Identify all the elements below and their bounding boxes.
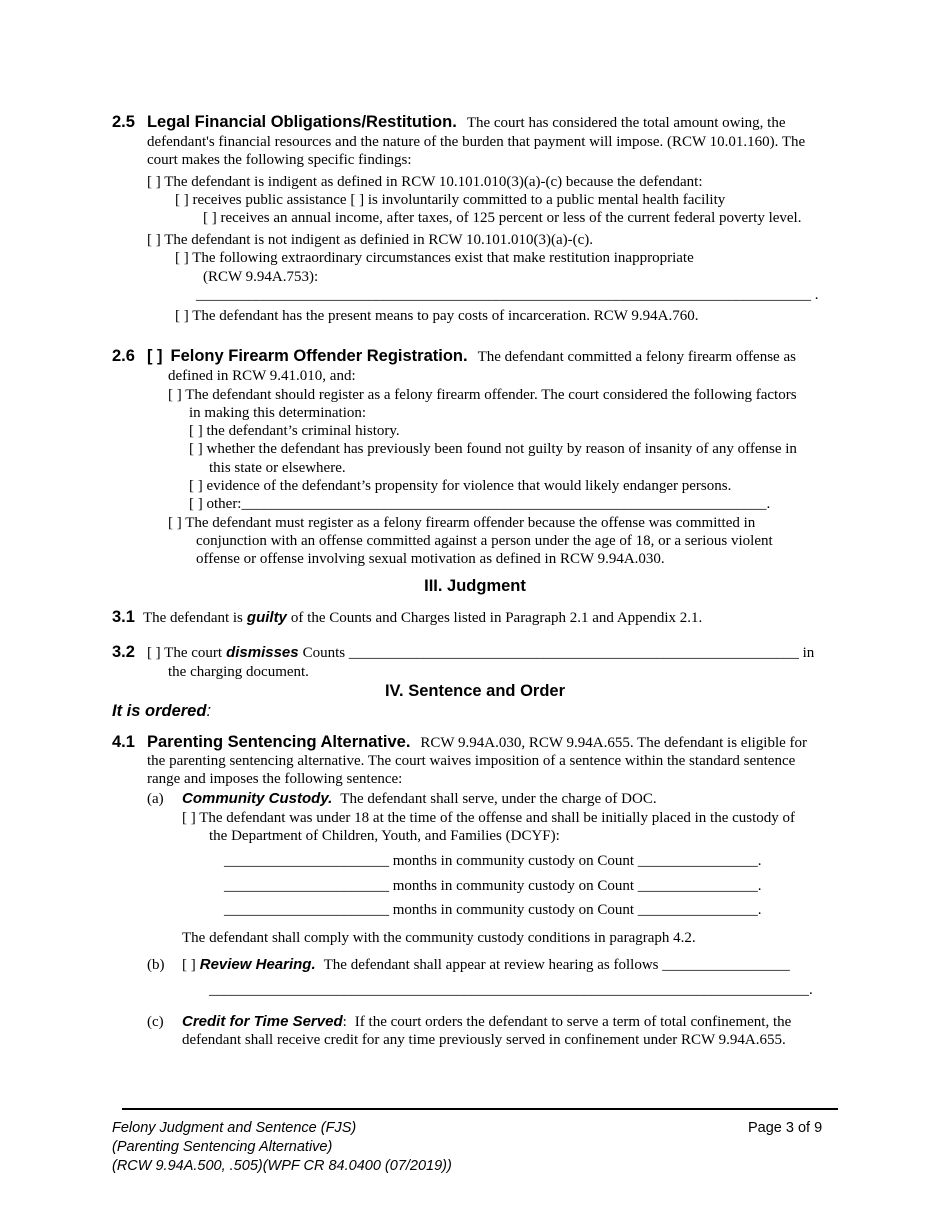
section-text: The court has considered the total amount owing, the — [466, 115, 786, 131]
custody-blank-line[interactable]: ______________________ months in community custody on Count ________________. — [224, 853, 762, 869]
section-title: Parenting Sentencing Alternative — [146, 733, 406, 751]
section-text: the Department of Children, Youth, and Families (DCYF): — [209, 828, 560, 844]
page-number: Page 3 of 9 — [748, 1120, 823, 1136]
section-title: Felony Firearm Offender Registration — [170, 347, 463, 365]
section-text: (RCW 9.94A.753): — [203, 269, 319, 285]
community-custody-line: Community Custody. The defendant shall serve, under the charge of DOC. — [182, 790, 657, 807]
item-title: Review Hearing — [199, 956, 312, 973]
checkbox-item[interactable]: [ ] evidence of the defendant’s propensity for violence that would likely endanger persons. — [189, 478, 732, 494]
checkbox-item[interactable]: [ ] The defendant is indigent as defined in RCW 10.101.010(3)(a)-(c) because the defendant: — [147, 174, 703, 190]
section-text: the charging document. — [168, 664, 309, 680]
checkbox-item[interactable]: [ ] receives an annual income, after taxes, of 125 percent or less of the current federal poverty level. — [203, 210, 802, 226]
checkbox-item[interactable]: [ ] The defendant must register as a felony firearm offender because the offense was committed in — [168, 515, 756, 531]
footer-form-number: (RCW 9.94A.500, .505)(WPF CR 84.0400 (07/2019)) — [112, 1158, 452, 1174]
blank-line[interactable]: __________________________________________________________________________________ . — [196, 287, 819, 303]
review-hearing-line: [ ] Review Hearing. The defendant shall appear at review hearing as follows _________________ — [182, 956, 790, 973]
checkbox[interactable]: [ ] — [146, 347, 163, 365]
section-text: conjunction with an offense committed against a person under the age of 18, or a serious violent — [196, 533, 773, 549]
section-text: range and imposes the following sentence: — [147, 771, 403, 787]
item-label: (a) — [147, 791, 164, 807]
item-label: (c) — [147, 1014, 164, 1030]
section-text: defined in RCW 9.41.010, and: — [168, 368, 356, 384]
section-number: 3.1 — [112, 608, 135, 626]
paragraph-3-2 — [112, 643, 814, 662]
section-text: offense or offense involving sexual motivation as defined in RCW 9.94A.030. — [196, 551, 665, 567]
section-number: 3.2 — [112, 643, 135, 661]
checkbox-item[interactable]: [ ] other:______________________________________________________________________. — [189, 496, 771, 512]
paragraph-3-1: 3.1 The defendant is guilty of the Counts and Charges listed in Paragraph 2.1 and Appendix 2.1. — [112, 608, 703, 626]
checkbox-item[interactable]: [ ] The court — [146, 645, 223, 661]
section-2-6-heading: 2.6 [ ] Felony Firearm Offender Registration. The defendant committed a felony firearm offense as — [112, 347, 796, 365]
custody-blank-line[interactable]: ______________________ months in community custody on Count ________________. — [224, 878, 762, 894]
section-2-5-heading: 2.5 Legal Financial Obligations/Restitution. The court has considered the total amount owing, the — [112, 113, 786, 131]
checkbox-item[interactable]: [ ] the defendant’s criminal history. — [189, 423, 400, 439]
section-text: court makes the following specific findings: — [147, 152, 412, 168]
sentence-heading: IV. Sentence and Order — [384, 682, 566, 700]
checkbox-item[interactable]: [ ] The defendant is not indigent as definied in RCW 10.101.010(3)(a)-(c). — [147, 232, 593, 248]
dismisses-emphasis: dismisses — [226, 644, 299, 661]
section-title: Legal Financial Obligations/Restitution — [146, 113, 453, 131]
section-text: defendant shall receive credit for any time previously served in confinement under RCW 9.94A.655. — [182, 1032, 786, 1048]
section-4-1-heading: 4.1 Parenting Sentencing Alternative. RCW 9.94A.030, RCW 9.94A.655. The defendant is eligible for — [112, 733, 808, 751]
section-number: 2.6 — [112, 347, 135, 365]
guilty-emphasis: guilty — [246, 609, 287, 626]
section-text: this state or elsewhere. — [209, 460, 346, 476]
checkbox-item[interactable]: [ ] The defendant was under 18 at the time of the offense and shall be initially placed in the custody of — [182, 810, 796, 826]
blank-line[interactable]: ________________________________________________________________________________. — [209, 982, 813, 998]
item-title: Community Custody — [182, 790, 329, 807]
checkbox[interactable]: [ ] — [182, 957, 196, 973]
it-is-ordered: It is ordered: — [112, 702, 212, 720]
footer-title: Felony Judgment and Sentence (FJS) — [112, 1120, 357, 1136]
judgment-heading: III. Judgment — [424, 577, 526, 595]
checkbox-item[interactable]: [ ] The defendant has the present means to pay costs of incarceration. RCW 9.94A.760. — [175, 308, 699, 324]
custody-blank-line[interactable]: ______________________ months in community custody on Count ________________. — [224, 902, 762, 918]
section-text: defendant's financial resources and the nature of the burden that payment will impose. (RCW 10.01.160). The — [147, 134, 806, 150]
checkbox-item[interactable]: [ ] whether the defendant has previously been found not guilty by reason of insanity of any offense in — [189, 441, 797, 457]
item-label: (b) — [147, 957, 165, 973]
counts-blank[interactable]: Counts ____________________________________________________________ in — [302, 645, 815, 661]
section-number: 4.1 — [112, 733, 135, 751]
section-text: in making this determination: — [189, 405, 367, 421]
section-text: The defendant committed a felony firearm offense as — [477, 349, 796, 365]
footer-rule — [122, 1108, 838, 1110]
credit-time-served-line: Credit for Time Served: If the court orders the defendant to serve a term of total confinement, the — [182, 1013, 792, 1030]
section-text: the parenting sentencing alternative. The court waives imposition of a sentence within the standard sentence — [147, 753, 796, 769]
item-title: Credit for Time Served — [182, 1013, 343, 1030]
section-text: The defendant shall comply with the community custody conditions in paragraph 4.2. — [182, 930, 696, 946]
checkbox-item[interactable]: [ ] receives public assistance [ ] is involuntarily committed to a public mental health facility — [175, 192, 726, 208]
checkbox-item[interactable]: [ ] The following extraordinary circumstances exist that make restitution inappropriate — [175, 250, 694, 266]
checkbox-item[interactable]: [ ] The defendant should register as a felony firearm offender. The court considered the following factors — [168, 387, 797, 403]
section-number: 2.5 — [112, 113, 135, 131]
footer-subtitle: (Parenting Sentencing Alternative) — [112, 1139, 333, 1155]
